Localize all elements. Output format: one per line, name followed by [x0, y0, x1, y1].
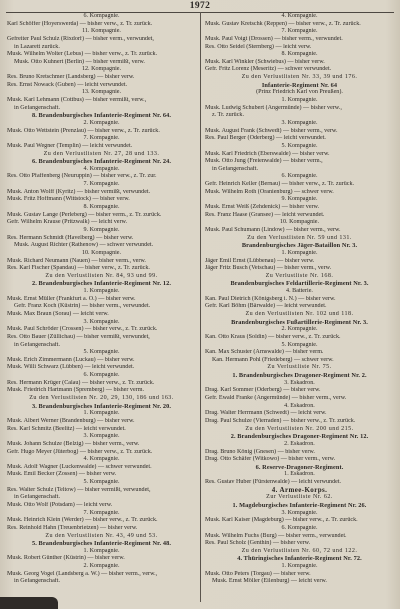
casualty-entry: Res. Franz Haase (Gransee) — leicht verwundet.	[205, 211, 325, 218]
regiment-heading: 4. Thüringisches Infanterie-Regiment Nr. 72.	[237, 555, 362, 563]
company-label: 4. Batterie.	[286, 288, 313, 295]
casualty-entry: Musk. Otto Wolf (Potsdam) — leicht verw.	[7, 502, 113, 508]
page-number: 1972	[189, 1, 211, 11]
casualty-entry: Res. Karl Schmitz (Beelitz) — leicht verwundet.	[7, 425, 126, 432]
company-label: 3. Eskadron.	[284, 379, 315, 386]
list-reference: Zu den Verlustlisten Nr. 102 und 118.	[245, 310, 354, 317]
casualty-entry: Kan. Paul Dietrich (Königsberg i. N.) — bisher verw.	[205, 295, 336, 302]
casualty-entry: Musk. Albert Werner (Brandenburg) — bisher verw.	[7, 417, 135, 424]
regiment-heading: 1. Magdeburgisches Infanterie-Regiment Nr. 26.	[232, 502, 367, 509]
entry-continuation: in Gefangenschaft.	[14, 494, 61, 501]
right-column	[205, 13, 394, 586]
casualty-entry: Gefr. Wilhelm Krause (Pritzwalk) — leicht verw.	[7, 219, 128, 226]
company-label: 2. Kompagnie.	[281, 326, 318, 333]
company-label: 5. Kompagnie.	[83, 479, 120, 486]
company-label: 5. Kompagnie.	[281, 142, 318, 149]
casualty-entry: Musk. Gustav Kretschk (Reppen) — bisher verw., z. Tr. zurück.	[205, 20, 361, 27]
casualty-entry: Drag. Otto Schäfer (Witkowo) — bisher verm., verw.	[205, 456, 336, 463]
casualty-entry: Musk. Heinrich Klein (Werder) — bisher verw., z. Tr. zurück.	[7, 517, 158, 524]
casualty-entry: Musk. Paul Wegner (Templin) — leicht verwundet.	[7, 142, 133, 149]
casualty-entry: Musk. Karl Lehmann (Cottbus) — bisher vermißt, verw.,	[7, 97, 147, 104]
company-label: 1. Kompagnie.	[281, 563, 318, 570]
casualty-entry: Musk. Anton Wolff (Kyritz) — bisher vermißt, verwundet.	[7, 188, 151, 195]
casualty-entry: Musk. Johann Schulze (Belzig) — bisher verm., verw.	[7, 440, 140, 447]
company-label: 2. Eskadron.	[284, 440, 315, 447]
company-label: 13. Kompagnie.	[81, 89, 122, 96]
company-label: (Prinz Friedrich Karl von Preußen).	[256, 89, 343, 96]
regiment-heading: 8. Brandenburgisches Infanterie-Regiment Nr. 64.	[31, 112, 172, 120]
casualty-entry: Kan. Max Schuster (Arnswalde) — bisher verm.	[205, 349, 324, 356]
company-label: 12. Kompagnie.	[81, 66, 122, 73]
list-reference: Zur Verlustliste Nr. 62.	[266, 494, 333, 501]
entry-continuation: z. Tr. zurück.	[212, 112, 244, 119]
casualty-entry: Musk. Karl Winkler (Schwiebus) — bisher verw.	[205, 58, 325, 65]
company-label: 7. Kompagnie.	[83, 135, 120, 142]
company-label: 4. Eskadron.	[284, 402, 315, 409]
regiment-heading: 1. Brandenburgisches Dragoner-Regiment Nr. 2.	[232, 372, 367, 380]
company-label: 11. Kompagnie.	[82, 28, 121, 35]
casualty-entry: Musk. Georg Vogel (Landsberg a. W.) — bisher verm., verw.,	[7, 570, 158, 577]
list-reference: Zu den Verlustlisten Nr. 27, 28 und 133.	[43, 150, 160, 157]
company-label: 9. Kompagnie.	[281, 196, 318, 203]
company-label: 8. Kompagnie.	[281, 51, 318, 58]
digitization-stamp	[0, 597, 58, 609]
entry-continuation: Musk. Ernst Möller (Eilenburg) — leicht verw.	[212, 578, 327, 585]
company-label: 3. Kompagnie.	[281, 119, 318, 126]
casualty-entry: Musk. Paul Voigt (Drossen) — bisher verm., verwundet.	[205, 35, 343, 42]
company-label: 10. Kompagnie.	[81, 249, 122, 256]
casualty-entry: Musk. Ernst Weiß (Zehdenick) — bisher verw.	[205, 204, 320, 211]
regiment-heading: 2. Brandenburgisches Dragoner-Regiment Nr. 12.	[230, 433, 369, 441]
list-reference: Zu den Verlustlisten Nr. 59 und 131.	[247, 234, 352, 241]
casualty-entry: Musk. Karl Friedrich (Eberswalde) — bisher verw.	[205, 150, 330, 157]
company-label: 6. Kompagnie.	[281, 173, 318, 180]
casualty-entry: Musk. Max Braun (Sorau) — leicht verw.	[7, 310, 109, 317]
company-label: 3. Kompagnie.	[281, 509, 318, 516]
casualty-entry: Res. Karl Fischer (Spandau) — bisher verw., z. Tr. zurück.	[7, 265, 150, 272]
column-divider	[200, 12, 201, 602]
entry-continuation: in Gefangenschaft.	[14, 578, 61, 585]
company-label: 9. Kompagnie.	[83, 226, 120, 233]
casualty-entry: Gefr. Hugo Meyer (Jüterbog) — bisher verw., z. Tr. zurück.	[7, 448, 153, 455]
list-reference: Zu den Verlustlisten Nr. 20, 29, 130, 186 und 163.	[29, 395, 174, 402]
casualty-entry: Gefr. Heinrich Keller (Bernau) — bisher verw., z. Tr. zurück.	[205, 181, 355, 188]
company-label: 4. Kompagnie.	[83, 165, 120, 172]
regiment-heading: Infanterie-Regiment Nr. 64	[261, 81, 338, 89]
company-label: 3. Kompagnie.	[83, 318, 120, 325]
company-label: 7. Kompagnie.	[83, 181, 120, 188]
casualty-entry: Res. Bruno Kretschmer (Landsberg) — bisher verw.	[7, 74, 135, 81]
company-label: 1. Kompagnie.	[281, 249, 318, 256]
casualty-entry: Gefr. Fritz Lorenz (Meseritz) — schwer verwundet.	[205, 66, 332, 73]
casualty-entry: Res. Otto Seidel (Sternberg) — leicht verw.	[205, 43, 312, 50]
casualty-entry: Musk. Friedrich Hartmann (Spremberg) — bisher verm.	[7, 387, 144, 394]
company-label: 7. Kompagnie.	[83, 509, 120, 516]
casualty-entry: Res. Paul Scholz (Genthin) — bisher verw.	[205, 540, 311, 547]
list-reference: Zu den Verlustlisten Nr. 200 und 215.	[245, 425, 354, 432]
company-label: 1. Kompagnie.	[281, 97, 318, 104]
casualty-entry: Musk. Otto Wettstein (Prenzlau) — bisher verw., z. Tr. zurück.	[7, 127, 160, 134]
casualty-entry: Res. Gustav Huber (Fürstenwalde) — leicht verwundet.	[205, 479, 342, 486]
list-reference: Zu den Verlustlisten Nr. 33, 39 und 176.	[241, 74, 358, 81]
entry-continuation: in Gefangenschaft.	[14, 341, 61, 348]
company-label: 7. Kompagnie.	[281, 28, 318, 35]
casualty-entry: Musk. Richard Neumann (Nauen) — bisher verm., verw.	[7, 257, 146, 264]
entry-continuation: Musk. Otto Kuhnert (Berlin) — bisher vermißt, verw.	[14, 58, 145, 65]
list-reference: Zu den Verlustlisten Nr. 84, 93 und 99.	[45, 272, 158, 279]
casualty-entry: Res. Paul Berger (Oderberg) — leicht verwundet.	[205, 135, 326, 142]
casualty-entry: Musk. Paul Schröder (Crossen) — bisher verw., z. Tr. zurück.	[7, 326, 158, 333]
casualty-entry: Musk. Ludwig Schubert (Angermünde) — bisher verw.,	[205, 104, 342, 111]
list-reference: Zu Verlustliste Nr. 75.	[267, 364, 332, 371]
casualty-entry: Musk. Wilhelm Fuchs (Burg) — bisher verm., verwundet.	[205, 532, 347, 539]
casualty-entry: Res. Ernst Nowack (Guben) — leicht verwundet.	[7, 81, 128, 88]
casualty-entry: Drag. Bruno König (Gnesen) — bisher verw.	[205, 448, 315, 455]
casualty-entry: Musk. Robert Günther (Küstrin) — bisher verw.	[7, 555, 125, 562]
casualty-entry: Musk. Adolf Wagner (Luckenwalde) — schwer verwundet.	[7, 463, 152, 470]
casualty-entry: Drag. Karl Sommer (Oderberg) — bisher verw.	[205, 387, 321, 394]
casualty-entry: Gefreiter Paul Schulz (Rixdorf) — bisher verm., verwundet,	[7, 35, 154, 42]
casualty-entry: Musk. Willi Schwarz (Lübben) — leicht verwundet.	[7, 364, 135, 371]
casualty-entry: Res. Reinhold Hahn (Treuenbrietzen) — bisher verw.	[7, 524, 138, 531]
company-label: 3. Kompagnie.	[83, 433, 120, 440]
regiment-heading: Brandenburgisches Fußartillerie-Regiment Nr. 3.	[231, 318, 368, 326]
left-column	[7, 13, 196, 586]
company-label: 1. Kompagnie.	[83, 410, 120, 417]
company-label: 1. Kompagnie.	[83, 547, 120, 554]
casualty-entry: Musk. Wilhelm Roth (Oranienburg) — schwer verw.	[205, 188, 334, 195]
casualty-entry: Musk. Paul Schumann (Lindow) — bisher verm., verw.	[205, 226, 341, 233]
company-label: 6. Kompagnie.	[83, 13, 120, 19]
company-label: 4. Kompagnie.	[281, 13, 318, 19]
casualty-entry: Gefr. Ewald Franke (Angermünde) — bisher verm., verw.	[205, 395, 347, 402]
casualty-entry: Musk. Erich Zimmermann (Luckau) — bisher verw.	[7, 356, 135, 363]
regiment-heading: Brandenburgisches Jäger-Bataillon Nr. 3.	[241, 242, 358, 250]
company-label: 6. Kompagnie.	[281, 524, 318, 531]
regiment-heading: 5. Brandenburgisches Infanterie-Regiment Nr. 48.	[31, 540, 172, 548]
army-corps-heading: 4. Armee-Korps.	[271, 486, 328, 494]
casualty-entry: Musk. Gustav Lange (Perleberg) — bisher verm., z. Tr. zurück.	[7, 211, 162, 218]
casualty-entry: Gefr. Karl Böhm (Bärwalde) — leicht verwundet.	[205, 303, 327, 310]
entry-continuation: in Gefangenschaft.	[212, 165, 259, 172]
casualty-entry: Jäger Fritz Busch (Vetschau) — bisher verm., verw.	[205, 265, 332, 272]
list-reference: Zu den Verlustlisten Nr. 43, 49 und 53.	[45, 532, 158, 539]
company-label: 8. Kompagnie.	[83, 204, 120, 211]
company-label: 5. Kompagnie.	[281, 341, 318, 348]
company-label: 2. Kompagnie.	[83, 563, 120, 570]
casualty-entry: Res. Otto Bauer (Züllichau) — bisher vermißt, verwundet,	[7, 333, 150, 340]
casualty-entry: Karl Schöffer (Hoyerswerda) — bisher verw., z. Tr. zurück.	[7, 20, 153, 27]
company-label: 10. Kompagnie.	[279, 219, 320, 226]
regiment-heading: 6. Brandenburgisches Infanterie-Regiment Nr. 24.	[31, 158, 172, 166]
entry-continuation: in Gefangenschaft.	[14, 104, 61, 111]
regiment-heading: 6. Reserve-Dragoner-Regiment.	[255, 463, 344, 471]
regiment-heading: 2. Brandenburgisches Infanterie-Regiment Nr. 12.	[31, 280, 172, 288]
casualty-entry: Musk. Otto Peters (Torgau) — bisher verw.	[205, 570, 311, 577]
company-label: 4. Kompagnie.	[83, 456, 120, 463]
entry-continuation: in Lazarett zurück.	[14, 43, 60, 50]
casualty-entry: Kan. Otto Kraus (Soldin) — bisher verw., z. Tr. zurück.	[205, 333, 341, 340]
casualty-entry: Musk. Otto Jung (Freienwalde) — bisher verm.,	[205, 158, 323, 165]
casualty-entry: Musk. Fritz Hoffmann (Wittstock) — bisher verw.	[7, 196, 130, 203]
entry-continuation: Kan. Hermann Pohl (Friedeberg) — schwer verw.	[212, 356, 334, 363]
company-label: 2. Kompagnie.	[83, 119, 120, 126]
casualty-entry: Musk. Ernst Müller (Frankfurt a. O.) — bisher verw.	[7, 295, 136, 302]
casualty-entry: Res. Otto Pfaffenberg (Neuruppin) — bisher verw., z. Tr. zur.	[7, 173, 157, 180]
company-label: 5. Kompagnie.	[83, 349, 120, 356]
list-reference: Zu Verlustliste Nr. 168.	[265, 272, 334, 279]
casualty-entry: Res. Walter Schulz (Teltow) — bisher vermißt, verwundet,	[7, 486, 151, 493]
company-label: 1. Eskadron.	[284, 471, 315, 478]
casualty-entry: Res. Hermann Schmidt (Havelberg) — bisher verw.	[7, 234, 134, 241]
regiment-heading: Brandenburgisches Feldartillerie-Regiment Nr. 3.	[230, 280, 369, 288]
casualty-entry: Musk. Wilhelm Wolter (Lebus) — bisher verw., z. Tr. zurück.	[7, 51, 158, 58]
company-label: 6. Kompagnie.	[83, 372, 120, 379]
casualty-entry: Jäger Emil Ernst (Lübbenau) — bisher verw.	[205, 257, 315, 264]
casualty-entry: Musk. Karl Kaiser (Magdeburg) — bisher verw., z. Tr. zurück.	[205, 517, 358, 524]
entry-continuation: Musk. August Richter (Rathenow) — schwer verwundet.	[14, 242, 154, 249]
list-reference: Zu den Verlustlisten Nr. 60, 72 und 122.	[241, 547, 358, 554]
casualty-entry: Res. Hermann Krüger (Calau) — bisher verw., z. Tr. zurück.	[7, 379, 155, 386]
casualty-entry: Drag. Paul Schulze (Vierraden) — bisher verw., z. Tr. zurück.	[205, 417, 356, 424]
company-label: 1. Kompagnie.	[83, 288, 120, 295]
casualty-entry: Musk. August Frank (Schwedt) — bisher verm., verw.	[205, 127, 338, 134]
casualty-entry: Drag. Walter Herrmann (Schwedt) — leicht verw.	[205, 410, 327, 417]
casualty-entry: Musk. Emil Becker (Zossen) — bisher verw.	[7, 471, 117, 478]
entry-continuation: Gefr. Franz Koch (Küstrin) — bisher verm., verwundet.	[14, 303, 151, 310]
regiment-heading: 3. Brandenburgisches Infanterie-Regiment Nr. 20.	[31, 402, 172, 410]
